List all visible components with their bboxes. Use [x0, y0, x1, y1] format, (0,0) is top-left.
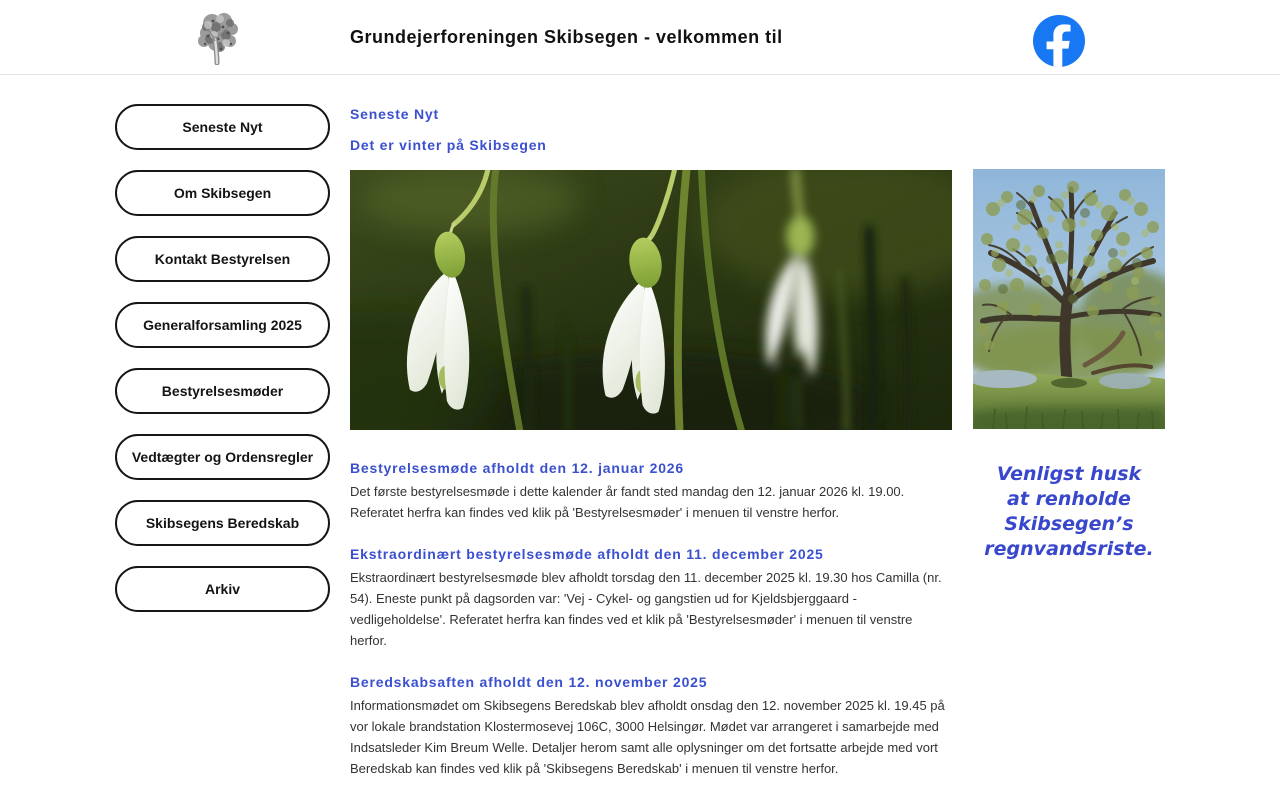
- notice-line: regnvandsriste.: [984, 538, 1154, 560]
- rainwater-notice: [973, 462, 1165, 562]
- sidebar-item-beredskab[interactable]: Skibsegens Beredskab: [115, 500, 330, 546]
- sidebar: [115, 104, 330, 632]
- site-title: Grundejerforeningen Skibsegen - velkommen til: [350, 27, 783, 47]
- tree-logo-icon: [196, 9, 240, 65]
- snowdrops-photo: [350, 170, 952, 430]
- sidebar-item-om-skibsegen[interactable]: Om Skibsegen: [115, 170, 330, 216]
- page-title: Det er vinter på Skibsegen: [350, 137, 547, 153]
- article-body: Informationsmødet om Skibsegens Beredskab blev afholdt onsdag den 12. november 2025 kl. 19.45 på vor lokale brandstation Klostermosevej 106C, 3000 Helsingør. Mødet var arrangeret i samarbejde med Indsatsleder Kim Breum Welle. Detaljer herom samt alle oplysninger om det fortsatte arbejde med vort Beredskab kan findes ved klik på 'Skibsegens Beredskab' i menuen til venstre herfor.: [350, 698, 945, 776]
- notice-line: at renholde: [1007, 488, 1131, 510]
- news-article: [350, 544, 952, 651]
- facebook-icon[interactable]: [1033, 15, 1085, 67]
- article-heading: Ekstraordinært bestyrelsesmøde afholdt den 11. december 2025: [350, 546, 824, 562]
- sidebar-item-arkiv[interactable]: Arkiv: [115, 566, 330, 612]
- notice-line: Venligst husk: [996, 463, 1142, 485]
- tree-logo-svg: [196, 9, 240, 65]
- main-content: [350, 104, 952, 779]
- oak-tree-photo: [973, 169, 1165, 429]
- sidebar-item-bestyrelsesmoder[interactable]: Bestyrelsesmøder: [115, 368, 330, 414]
- snowdrops-photo-svg: [350, 170, 952, 430]
- article-body: Ekstraordinært bestyrelsesmøde blev afholdt torsdag den 11. december 2025 kl. 19.30 hos Camilla (nr. 54). Eneste punkt på dagsorden var: 'Vej - Cykel- og gangstien ud for Kjeldsbjerggaard - vedligeholdelse'. Referatet herfra kan findes ved et klik på 'Bestyrelsesmøder' i menuen til venstre herfor.: [350, 570, 942, 648]
- sidebar-item-generalforsamling[interactable]: Generalforsamling 2025: [115, 302, 330, 348]
- section-title: Seneste Nyt: [350, 106, 439, 122]
- right-column: [973, 104, 1165, 562]
- news-article: [350, 672, 952, 779]
- sidebar-item-seneste-nyt[interactable]: Seneste Nyt: [115, 104, 330, 150]
- article-body: Det første bestyrelsesmøde i dette kalender år fandt sted mandag den 12. januar 2026 kl. 19.00. Referatet herfra kan findes ved klik på 'Bestyrelsesmøder' i menuen til venstre herfor.: [350, 484, 905, 520]
- content-layout: [0, 75, 1280, 779]
- header: [0, 0, 1280, 75]
- notice-line: Skibsegen’s: [1004, 513, 1134, 535]
- sidebar-item-vedtaegter[interactable]: Vedtægter og Ordensregler: [115, 434, 330, 480]
- facebook-logo-svg: [1033, 15, 1085, 67]
- article-heading: Bestyrelsesmøde afholdt den 12. januar 2026: [350, 460, 684, 476]
- sidebar-item-kontakt-bestyrelsen[interactable]: Kontakt Bestyrelsen: [115, 236, 330, 282]
- article-heading: Beredskabsaften afholdt den 12. november 2025: [350, 674, 708, 690]
- oak-tree-photo-svg: [973, 169, 1165, 429]
- news-article: [350, 458, 952, 523]
